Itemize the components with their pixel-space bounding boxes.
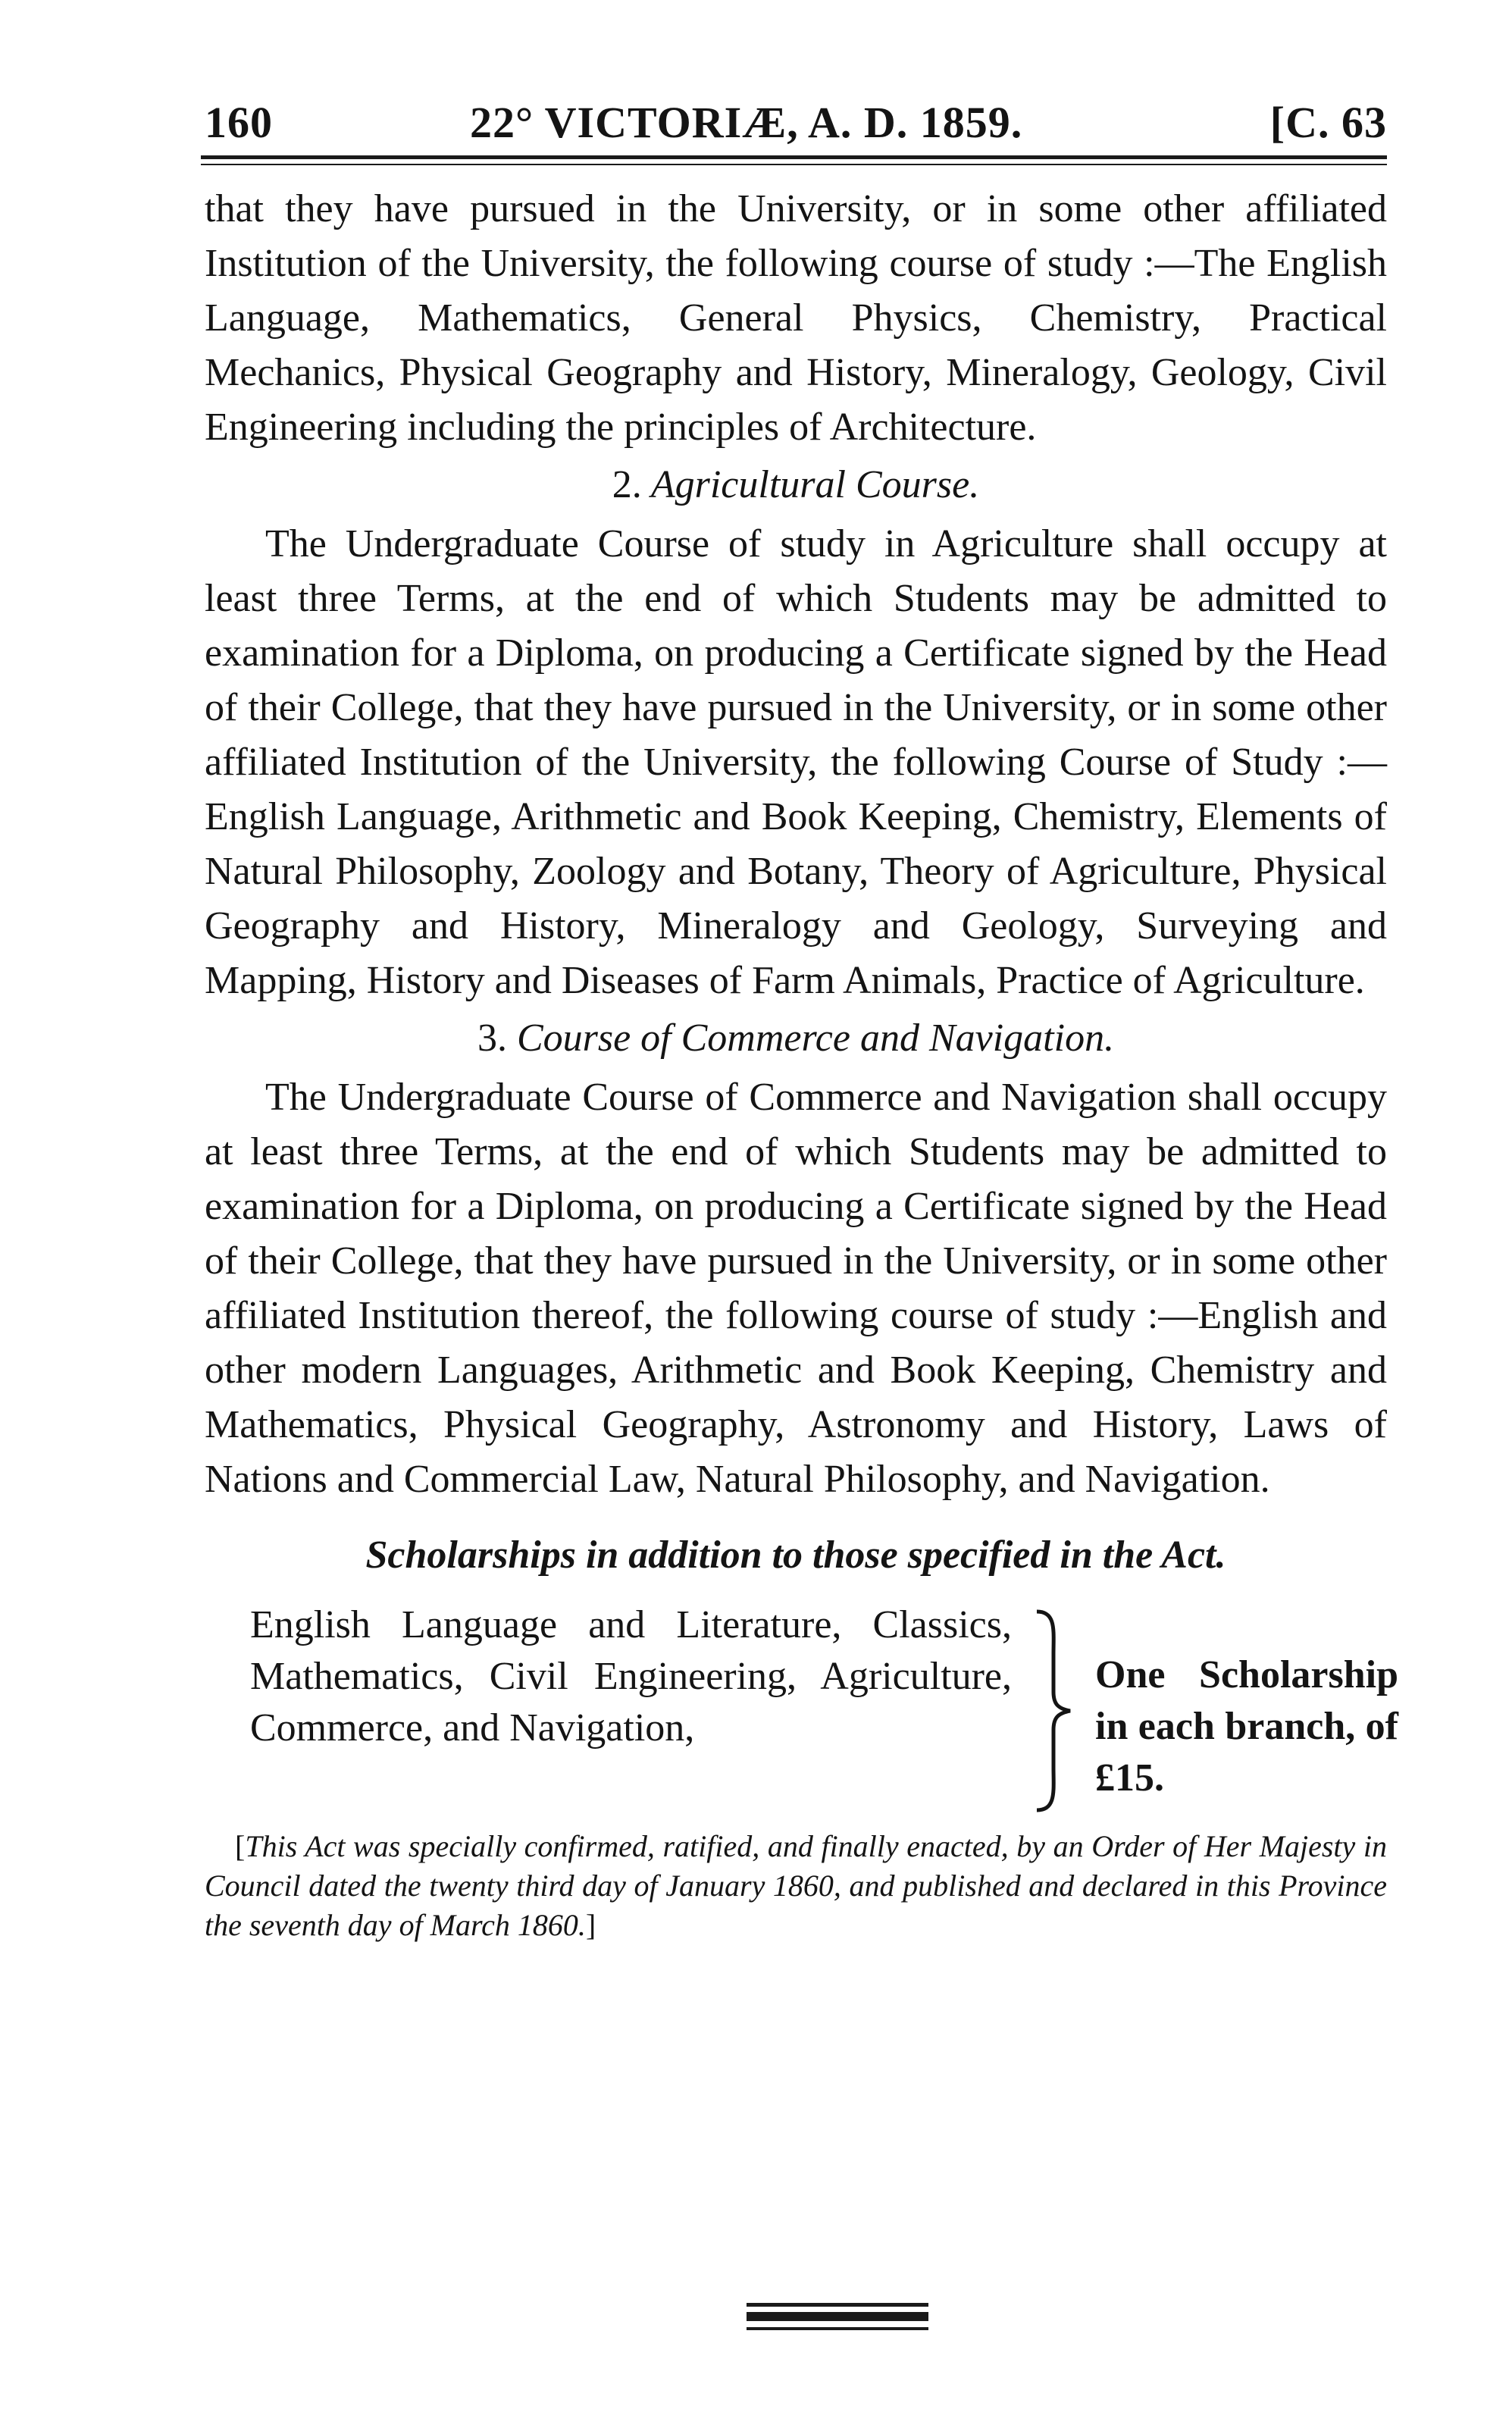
running-header <box>205 89 1387 158</box>
open-bracket: [ <box>235 1829 246 1863</box>
scholarships-block <box>205 1599 1398 1827</box>
scholarship-award: One Scholarship in each branch, of £15. <box>1095 1653 1398 1800</box>
enactment-note-text: This Act was specially confirmed, ratified, and finally enacted, by an Order of Her Majesty in Council dated the twenty third day of January 1860, and published and declared in this Province the seventh day of March 1860. <box>205 1829 1387 1942</box>
curly-brace-icon <box>1031 1609 1076 1813</box>
section-heading-commerce <box>205 1011 1387 1066</box>
scholarship-subjects: English Language and Literature, Classics, Mathematics, Civil Engineering, Agriculture, Commerce, and Navigation, <box>250 1603 1012 1750</box>
page-number: 160 <box>205 98 273 147</box>
scholarships-heading: Scholarships in addition to those specified in the Act. <box>365 1533 1226 1577</box>
page-body <box>205 182 1398 1945</box>
end-rule-top <box>747 2303 928 2307</box>
header-rule-thick <box>201 155 1387 159</box>
close-bracket: ] <box>585 1908 596 1942</box>
commerce-paragraph: The Undergraduate Course of Commerce and Navigation shall occupy at least three Terms, at the end of which Students may be admitted to examination for a Diploma, on producing a Certificate signed by the Head of their College, that they have pursued in the University, or in some other affiliated Institution thereof, the following course of study :—English and other modern Languages, Arithmetic and Book Keeping, Chemistry and Mathematics, Physical Geography, Astronomy and History, Laws of Nations and Commercial Law, Natural Philosophy, and Navigation. <box>205 1076 1387 1501</box>
agricultural-paragraph: The Undergraduate Course of study in Agriculture shall occupy at least three Terms, at the end of which Students may be admitted to examination for a Diploma, on producing a Certificate signed by the Head of their College, that they have pursued in the University, or in some other affiliated Institution of the University, the following Course of Study :—English Language, Arithmetic and Book Keeping, Chemistry, Elements of Natural Philosophy, Zoology and Botany, Theory of Agriculture, Physical Geography and History, Mineralogy and Geology, Surveying and Mapping, History and Diseases of Farm Animals, Practice of Agriculture. <box>205 522 1387 1002</box>
end-rule-bottom <box>747 2327 928 2330</box>
end-rule-middle <box>747 2312 928 2321</box>
section-title: Course of Commerce and Navigation. <box>516 1017 1115 1060</box>
section-number: 2. <box>612 463 642 506</box>
header-section: [C. 63 <box>1269 98 1387 147</box>
section-number: 3. <box>477 1017 507 1060</box>
header-title: 22° VICTORIÆ, A. D. 1859. <box>470 98 1023 147</box>
section-heading-agricultural <box>205 458 1387 512</box>
continued-paragraph: that they have pursued in the University, or in some other affiliated Institution of the University, the following course of study :—The English Language, Mathematics, General Physics, Chemistry, Practical Mechanics, Physical Geography and History, Mineralogy, Geology, Civil Engineering including the principles of Architecture. <box>205 187 1387 449</box>
section-title: Agricultural Course. <box>650 463 980 506</box>
enactment-note <box>205 1827 1387 1945</box>
header-rule-thin <box>201 164 1387 165</box>
